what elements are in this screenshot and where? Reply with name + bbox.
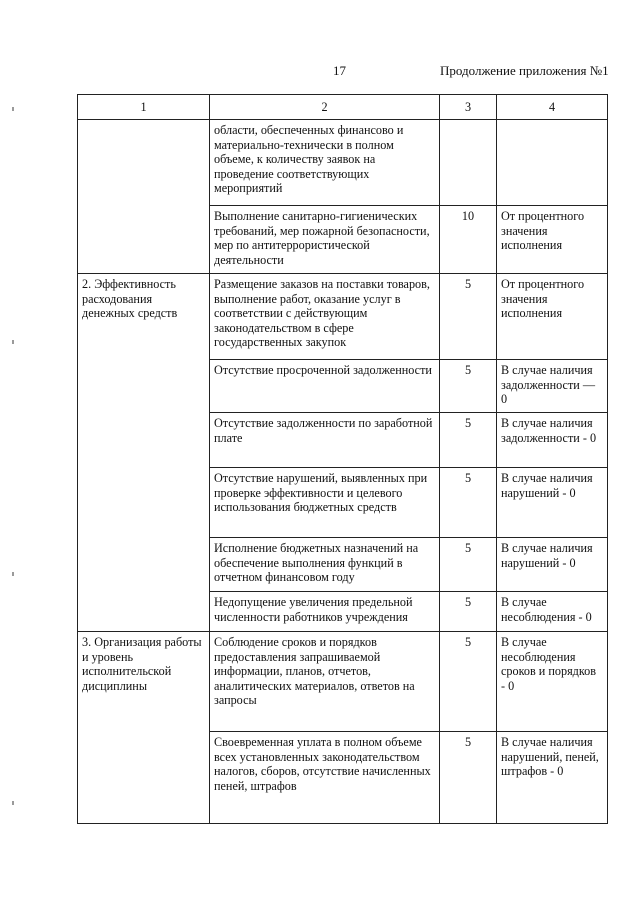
rule-cell: В случае наличия нарушений, пеней, штрафов - 0 <box>497 732 608 824</box>
criterion-cell: Своевременная уплата в полном объеме всех установленных законодательством налогов, сборов, отсутствие начисленных пеней, штрафов <box>210 732 440 824</box>
appendix-note: Продолжение приложения №1 <box>440 63 609 78</box>
criterion-cell: Соблюдение сроков и порядков предоставления запрашиваемой информации, планов, отчетов, аналитических материалов, ответов на запросы <box>210 632 440 732</box>
criterion-cell: Недопущение увеличения предельной численности работников учреждения <box>210 592 440 632</box>
table-row <box>78 274 608 360</box>
column-header: 3 <box>440 95 497 120</box>
score-cell: 5 <box>440 468 497 538</box>
score-cell: 5 <box>440 732 497 824</box>
rule-cell: В случае наличия задолженности - 0 <box>497 413 608 468</box>
group-cell: 2. Эффективность расходования денежных средств <box>78 274 210 632</box>
margin-mark <box>12 107 14 111</box>
criterion-cell: Размещение заказов на поставки товаров, выполнение работ, оказание услуг в соответствии с действующим законодательством в сфере государственных закупок <box>210 274 440 360</box>
column-header: 1 <box>78 95 210 120</box>
criterion-cell: Отсутствие задолженности по заработной плате <box>210 413 440 468</box>
table-header-row <box>78 95 608 120</box>
column-header: 2 <box>210 95 440 120</box>
score-cell: 5 <box>440 360 497 413</box>
score-cell: 5 <box>440 632 497 732</box>
criterion-cell: Исполнение бюджетных назначений на обеспечение выполнения функций в отчетном финансовом году <box>210 538 440 592</box>
rule-cell: В случае наличия нарушений - 0 <box>497 468 608 538</box>
group-cell <box>78 120 210 274</box>
score-cell: 5 <box>440 413 497 468</box>
criterion-cell: Выполнение санитарно-гигиенических требований, мер пожарной безопасности, мер по антитеррористической деятельности <box>210 206 440 274</box>
criterion-cell: Отсутствие просроченной задолженности <box>210 360 440 413</box>
criterion-cell: Отсутствие нарушений, выявленных при проверке эффективности и целевого использования бюджетных средств <box>210 468 440 538</box>
criteria-table <box>77 94 608 824</box>
rule-cell: В случае несоблюдения сроков и порядков - 0 <box>497 632 608 732</box>
rule-cell: От процентного значения исполнения <box>497 206 608 274</box>
column-header: 4 <box>497 95 608 120</box>
margin-mark <box>12 572 14 576</box>
rule-cell <box>497 120 608 206</box>
score-cell: 10 <box>440 206 497 274</box>
score-cell: 5 <box>440 592 497 632</box>
score-cell <box>440 120 497 206</box>
margin-mark <box>12 801 14 805</box>
rule-cell: От процентного значения исполнения <box>497 274 608 360</box>
page-number: 17 <box>333 63 346 78</box>
criterion-cell: области, обеспеченных финансово и материально-технически в полном объеме, к количеству заявок на проведение соответствующих мероприятий <box>210 120 440 206</box>
score-cell: 5 <box>440 538 497 592</box>
margin-mark <box>12 340 14 344</box>
rule-cell: В случае наличия нарушений - 0 <box>497 538 608 592</box>
rule-cell: В случае наличия задолженности — 0 <box>497 360 608 413</box>
table-row <box>78 120 608 206</box>
table-row <box>78 632 608 732</box>
group-cell: 3. Организация работы и уровень исполнительской дисциплины <box>78 632 210 824</box>
score-cell: 5 <box>440 274 497 360</box>
rule-cell: В случае несоблюдения - 0 <box>497 592 608 632</box>
